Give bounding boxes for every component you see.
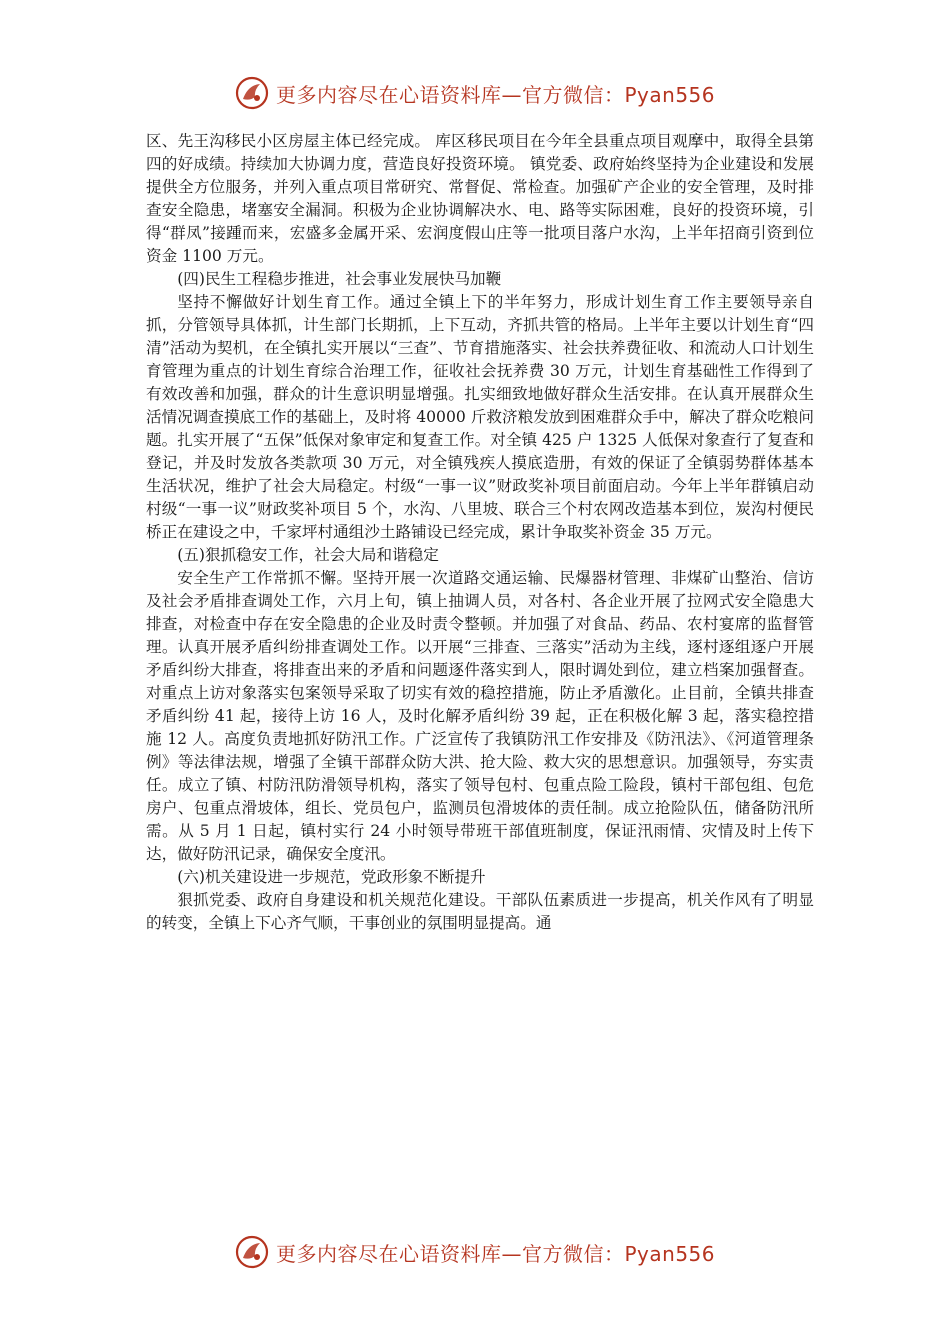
document-body [146,130,814,935]
header-banner-text: 更多内容尽在心语资料库—官方微信：Pyan556 [276,82,716,107]
section-heading: (五)狠抓稳安工作，社会大局和谐稳定 [177,546,439,564]
footer-banner [234,1232,715,1272]
logo-icon [234,75,270,111]
paragraph: 区、先王沟移民小区房屋主体已经完成。 库区移民项目在今年全县重点项目观摩中，取得全县第四的好成绩。持续加大协调力度，营造良好投资环境。 镇党委、政府始终坚持为企业建设和发展提供全方位服务，并列入重点项目常研究、常督促、常检查。加强矿产企业的安全管理，及时排查安全隐患，堵塞安全漏洞。积极为企业协调解决水、电、路等实际困难，良好的投资环境，引得“群凤”接踵而来，宏盛多金属开采、宏润度假山庄等一批项目落户水沟，上半年招商引资到位资金 1100 万元。 [146,132,814,265]
paragraph: 坚持不懈做好计划生育工作。通过全镇上下的半年努力，形成计划生育工作主要领导亲自抓，分管领导具体抓，计生部门长期抓，上下互动，齐抓共管的格局。上半年主要以计划生育“四清”活动为契机，在全镇扎实开展以“三查”、节育措施落实、社会扶养费征收、和流动人口计划生育管理为重点的计划生育综合治理工作，征收社会抚养费 30 万元，计划生育基础性工作得到了有效改善和加强，群众的计生意识明显增强。扎实细致地做好群众生活安排。在认真开展群众生活情况调查摸底工作的基础上，及时将 40000 斤救济粮发放到困难群众手中，解决了群众吃粮问题。扎实开展了“五保”低保对象审定和复查工作。对全镇 425 户 1325 人低保对象查行了复查和登记，并及时发放各类款项 30 万元，对全镇残疾人摸底造册，有效的保证了全镇弱势群体基本生活状况，维护了社会大局稳定。村级“一事一议”财政奖补项目前面启动。今年上半年群镇启动村级“一事一议”财政奖补项目 5 个，水沟、八里坡、联合三个村农网改造基本到位，炭沟村便民桥正在建设之中，千家坪村通组沙土路铺设已经完成，累计争取奖补资金 35 万元。 [146,293,814,541]
paragraph: 狠抓党委、政府自身建设和机关规范化建设。干部队伍素质进一步提高，机关作风有了明显的转变，全镇上下心齐气顺，干事创业的氛围明显提高。通 [146,891,814,932]
footer-banner-text: 更多内容尽在心语资料库—官方微信：Pyan556 [276,1241,716,1266]
section-heading: (四)民生工程稳步推进，社会事业发展快马加鞭 [177,270,502,288]
header-banner [234,73,715,113]
section-heading: (六)机关建设进一步规范，党政形象不断提升 [177,868,486,886]
paragraph: 安全生产工作常抓不懈。坚持开展一次道路交通运输、民爆器材管理、非煤矿山整治、信访及社会矛盾排查调处工作，六月上旬，镇上抽调人员，对各村、各企业开展了拉网式安全隐患大排查，对检查中存在安全隐患的企业及时责令整顿。并加强了对食品、药品、农村宴席的监督管理。认真开展矛盾纠纷排查调处工作。以开展“三排查、三落实”活动为主线，逐村逐组逐户开展矛盾纠纷大排查，将排查出来的矛盾和问题逐件落实到人，限时调处到位，建立档案加强督查。对重点上访对象落实包案领导采取了切实有效的稳控措施，防止矛盾激化。止目前，全镇共排查矛盾纠纷 41 起，接待上访 16 人，及时化解矛盾纠纷 39 起，正在积极化解 3 起，落实稳控措施 12 人。高度负责地抓好防汛工作。广泛宣传了我镇防汛工作安排及《防汛法》、《河道管理条例》等法律法规，增强了全镇干部群众防大洪、抢大险、救大灾的思想意识。加强领导，夯实责任。成立了镇、村防汛防滑领导机构，落实了领导包村、包重点险工险段，镇村干部包组、包危房户、包重点滑坡体，组长、党员包户，监测员包滑坡体的责任制。成立抢险队伍，储备防汛所需。从 5 月 1 日起，镇村实行 24 小时领导带班干部值班制度，保证汛雨情、灾情及时上传下达，做好防汛记录，确保安全度汛。 [146,569,814,863]
logo-icon [234,1234,270,1270]
